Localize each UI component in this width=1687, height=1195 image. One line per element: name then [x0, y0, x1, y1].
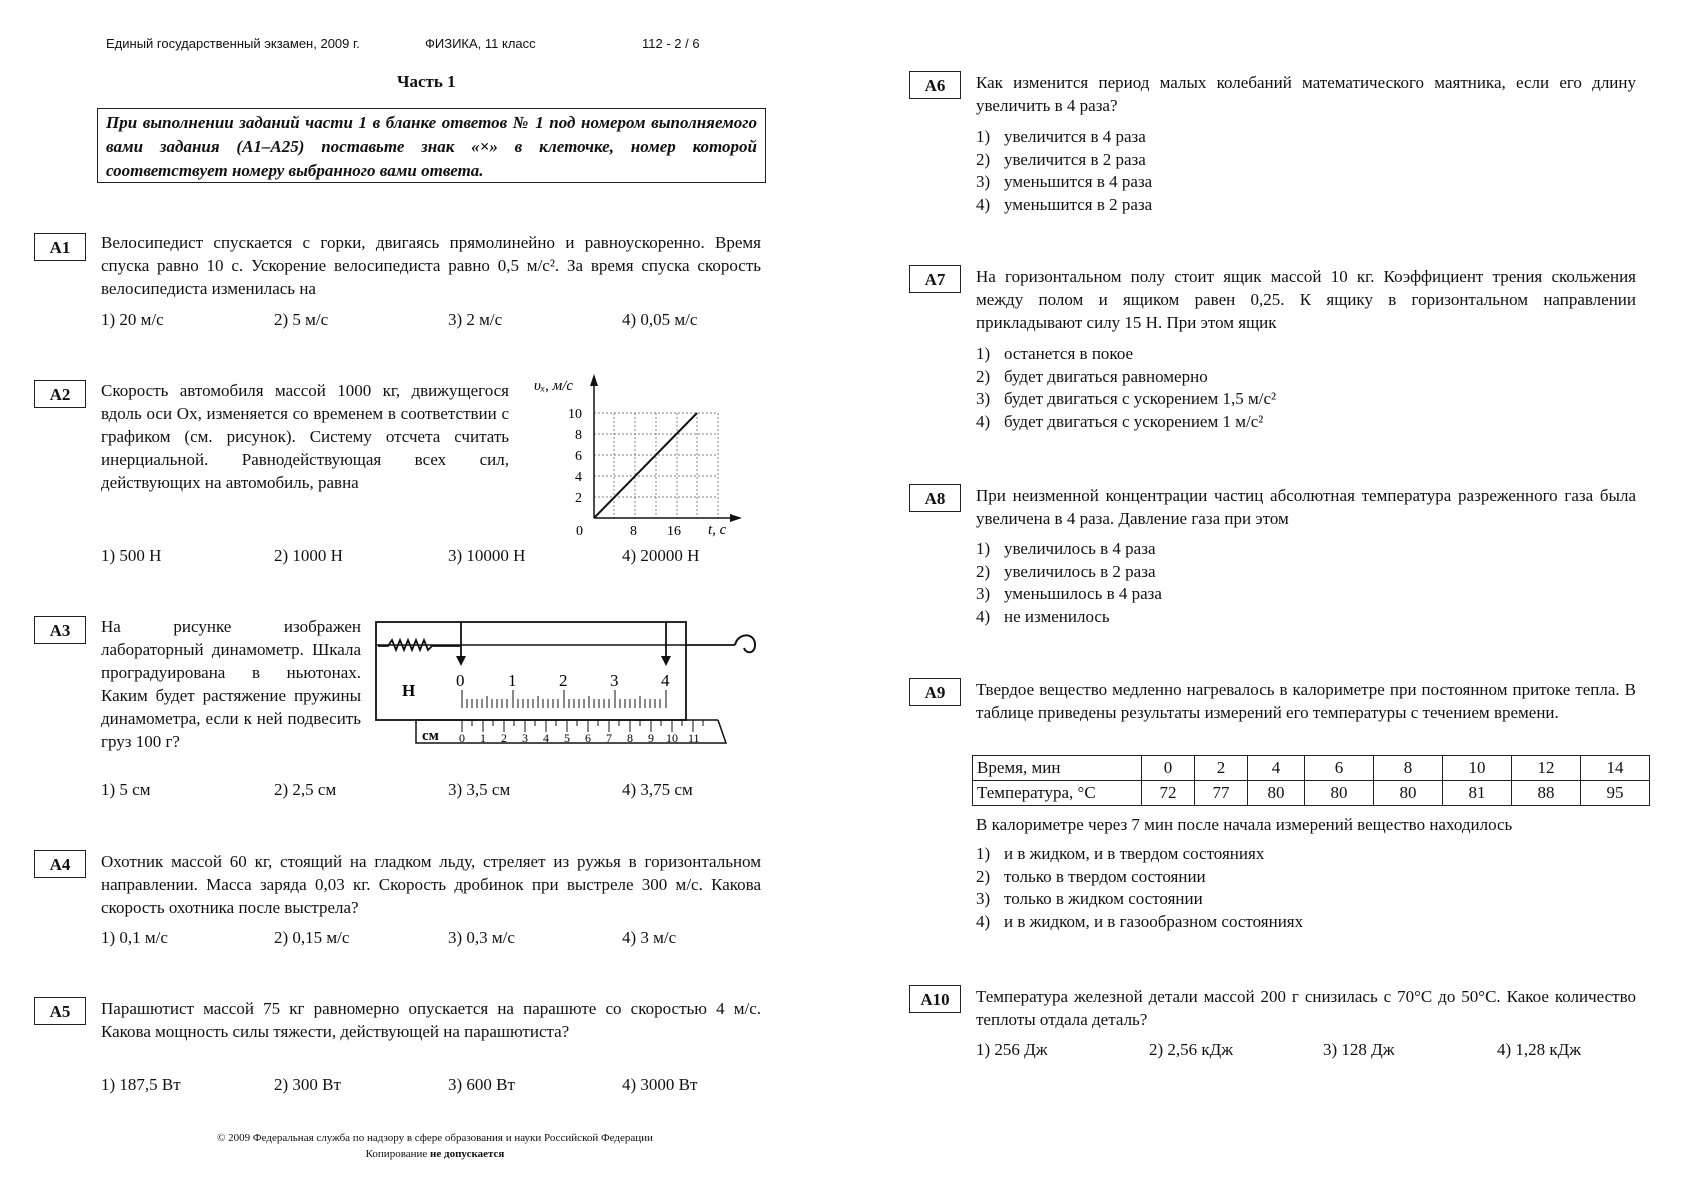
scale-cm-label: 0: [459, 731, 465, 745]
question-text: Как изменится период малых колебаний математического маятника, если его длину увеличить в 4 раза?: [976, 73, 1636, 115]
graph-ytick: 6: [575, 449, 582, 464]
answer-option: 2) 1000 Н: [274, 546, 343, 565]
subject: ФИЗИКА, 11 класс: [425, 36, 536, 51]
scale-cm-label: 5: [564, 731, 570, 745]
answer-list: 1) увеличится в 4 раза 2) увеличится в 2 раза 3) уменьшится в 4 раза 4) уменьшится в 2 раза: [976, 127, 1153, 214]
scale-cm-label: 2: [501, 731, 507, 745]
question-number: A5: [34, 997, 86, 1025]
answer-option: 4) 3000 Вт: [622, 1075, 698, 1094]
question-number: A3: [34, 616, 86, 644]
answer-option: 1) 500 Н: [101, 546, 162, 565]
part-title: Часть 1: [397, 72, 456, 91]
scale-cm-label: 6: [585, 731, 591, 745]
copyright: © 2009 Федеральная служба по надзору в сфере образования и науки Российской Федерации: [217, 1132, 653, 1144]
answer-option: 1) 0,1 м/с: [101, 928, 168, 947]
exam-title: Единый государственный экзамен, 2009 г.: [106, 36, 360, 51]
answer-option: 3) 0,3 м/с: [448, 928, 515, 947]
answer-option: 3) 10000 Н: [448, 546, 526, 565]
question-number: A1: [34, 233, 86, 261]
question-text: Температура железной детали массой 200 г снизилась с 70°С до 50°С. Какое количество теплоты отдала деталь?: [976, 987, 1636, 1029]
cm-unit: см: [422, 728, 439, 744]
answer-list: 1) и в жидком, и в твердом состояниях 2) только в твердом состоянии 3) только в жидком состоянии 4) и в жидком, и в газообразном состояниях: [976, 844, 1304, 931]
scale-n-label: 3: [610, 671, 619, 690]
graph-ytick: 2: [575, 491, 582, 506]
scale-n-label: 1: [508, 671, 517, 690]
answer-option: 2) 5 м/с: [274, 310, 329, 329]
copy-notice: Копирование не допускается: [365, 1148, 505, 1160]
answer-option: 2) 300 Вт: [274, 1075, 341, 1094]
graph-ytick: 8: [575, 428, 582, 443]
question-text: На горизонтальном полу стоит ящик массой 10 кг. Коэффициент трения скольжения между полом и ящиком равен 0,25. К ящику в горизонтальном направлении прикладывают силу 15 Н. При этом ящик: [976, 267, 1636, 332]
answer-option: 1) 187,5 Вт: [101, 1075, 181, 1094]
scale-cm-label: 3: [522, 731, 528, 745]
scale-cm-label: 9: [648, 731, 654, 745]
table-row: Время, мин 0 2 4 6 8 10 12 14: [973, 756, 1650, 781]
answer-list: 1) останется в покое 2) будет двигаться равномерно 3) будет двигаться с ускорением 1,5 м/с² 4) будет двигаться с ускорением 1 м/с²: [976, 344, 1277, 431]
scale-cm-label: 10: [666, 731, 678, 745]
scale-cm-label: 4: [543, 731, 549, 745]
question-text: При неизменной концентрации частиц абсолютная температура разреженного газа была увеличена в 4 раза. Давление газа при этом: [976, 486, 1636, 528]
temperature-table: [972, 755, 1650, 806]
newton-unit: Н: [402, 681, 416, 700]
answer-option: 2) 2,56 кДж: [1149, 1040, 1234, 1059]
question-number: A9: [909, 678, 961, 706]
scale-cm-label: 1: [480, 731, 486, 745]
question-number: A6: [909, 71, 961, 99]
table-row: Температура, °С 72 77 80 80 80 81 88 95: [973, 781, 1650, 806]
answer-option: 4) 3 м/с: [622, 928, 677, 947]
scale-n-label: 0: [456, 671, 465, 690]
answer-option: 1) 5 см: [101, 780, 151, 799]
graph-ylabel: υₓ, м/с: [534, 378, 574, 394]
question-text: На рисунке изображен лабораторный динамометр. Шкала проградуирована в ньютонах. Каким будет растяжение пружины динамометра, если к ней подвесить груз 100 г?: [101, 617, 361, 751]
answer-option: 3) 600 Вт: [448, 1075, 515, 1094]
question-number: A2: [34, 380, 86, 408]
instructions-box: При выполнении заданий части 1 в бланке ответов № 1 под номером выполняемого вами задания (А1–А25) поставьте знак «×» в клеточке, номер которой соответствует номеру выбранного вами ответа.: [97, 108, 766, 183]
answer-option: 1) 256 Дж: [976, 1040, 1048, 1059]
answer-option: 4) 0,05 м/с: [622, 310, 698, 329]
question-text-2: В калориметре через 7 мин после начала измерений вещество находилось: [976, 815, 1513, 834]
answer-option: 2) 0,15 м/с: [274, 928, 350, 947]
scale-n-label: 4: [661, 671, 670, 690]
answer-option: 4) 3,75 см: [622, 780, 693, 799]
scale-cm-label: 11: [688, 731, 700, 745]
question-number: A8: [909, 484, 961, 512]
page-number: 112 - 2 / 6: [642, 36, 700, 51]
scale-n-label: 2: [559, 671, 568, 690]
question-number: A4: [34, 850, 86, 878]
scale-cm-label: 8: [627, 731, 633, 745]
velocity-graph: [520, 372, 745, 542]
graph-xtick: 0: [576, 524, 583, 539]
answer-option: 2) 2,5 см: [274, 780, 337, 799]
graph-ytick: 10: [568, 407, 582, 422]
answer-option: 4) 20000 Н: [622, 546, 700, 565]
graph-ytick: 4: [575, 470, 582, 485]
question-number: A7: [909, 265, 961, 293]
question-text: Парашютист массой 75 кг равномерно опускается на парашюте со скоростью 4 м/с. Какова мощность силы тяжести, действующей на парашютиста?: [101, 999, 761, 1041]
question-number: A10: [909, 985, 961, 1013]
question-text: Скорость автомобиля массой 1000 кг, движущегося вдоль оси Ох, изменяется со временем в соответствии с графиком (см. рисунок). Систему отсчета считать инерциальной. Равнодействующая всех сил, действующих на автомобиль, равна: [101, 381, 509, 492]
answer-option: 3) 128 Дж: [1323, 1040, 1395, 1059]
answer-list: 1) увеличилось в 4 раза 2) увеличилось в 2 раза 3) уменьшилось в 4 раза 4) не изменилось: [976, 539, 1162, 626]
answer-option: 4) 1,28 кДж: [1497, 1040, 1582, 1059]
answer-option: 3) 3,5 см: [448, 780, 511, 799]
graph-xtick: 16: [667, 524, 681, 539]
answer-option: 3) 2 м/с: [448, 310, 503, 329]
graph-xtick: 8: [630, 524, 637, 539]
dynamometer-figure: [370, 612, 760, 752]
answer-option: 1) 20 м/с: [101, 310, 164, 329]
question-text: Велосипедист спускается с горки, двигаясь прямолинейно и равноускоренно. Время спуска равно 10 с. Ускорение велосипедиста равно 0,5 м/с². За время спуска скорость велосипедиста изменилась на: [101, 233, 761, 298]
question-text: Охотник массой 60 кг, стоящий на гладком льду, стреляет из ружья в горизонтальном направлении. Масса заряда 0,03 кг. Скорость дробинок при выстреле 300 м/с. Какова скорость охотника после выстрела?: [101, 852, 761, 917]
scale-cm-label: 7: [606, 731, 612, 745]
question-text: Твердое вещество медленно нагревалось в калориметре при постоянном притоке тепла. В таблице приведены результаты измерений его температуры с течением времени.: [976, 680, 1636, 722]
graph-xlabel: t, c: [708, 522, 727, 538]
